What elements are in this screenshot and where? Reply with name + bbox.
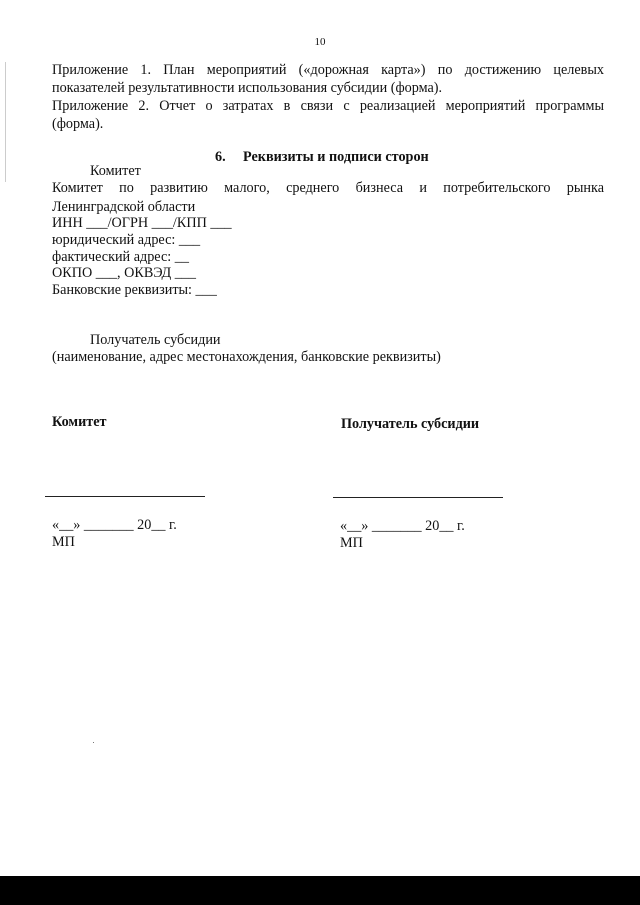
committee-inn-ogrn-kpp: ИНН ___/ОГРН ___/КПП ___ (52, 215, 232, 231)
signature-left-date: «__» _______ 20__ г. (52, 517, 177, 533)
appendix-1-line1: Приложение 1. План мероприятий («дорожная карта») по достижению целевых (52, 62, 604, 78)
appendix-2-line1: Приложение 2. Отчет о затратах в связи с реализацией мероприятий программы (52, 98, 604, 114)
signature-right-date: «__» _______ 20__ г. (340, 518, 465, 534)
committee-okpo-okved: ОКПО ___, ОКВЭД ___ (52, 265, 196, 281)
committee-name-line1: Комитет по развитию малого, среднего бизнеса и потребительского рынка (52, 180, 604, 196)
committee-bank-details: Банковские реквизиты: ___ (52, 282, 217, 298)
recipient-label: Получатель субсидии (90, 332, 221, 348)
appendix-1-line2: показателей результативности использования субсидии (форма). (52, 80, 443, 96)
committee-name-line2: Ленинградской области (52, 199, 196, 215)
section-title: Реквизиты и подписи сторон (243, 149, 429, 165)
signature-left-title: Комитет (52, 414, 107, 430)
signature-right-stamp: МП (340, 535, 363, 551)
committee-legal-address: юридический адрес: ___ (52, 232, 201, 248)
section-number: 6. (215, 149, 226, 165)
section-heading (215, 149, 429, 166)
page-number: 10 (314, 36, 326, 48)
committee-actual-address: фактический адрес: __ (52, 249, 189, 265)
signature-right-title: Получатель субсидии (341, 416, 480, 432)
recipient-description: (наименование, адрес местонахождения, банковские реквизиты) (52, 349, 441, 365)
scan-bottom-border (0, 876, 640, 905)
scan-margin-mark (5, 62, 6, 182)
appendix-2-line2: (форма). (52, 116, 104, 132)
scan-dust-mark (93, 742, 94, 743)
signature-line-right (333, 497, 503, 498)
committee-label: Комитет (90, 163, 141, 179)
signature-left-stamp: МП (52, 534, 75, 550)
signature-line-left (45, 496, 205, 497)
